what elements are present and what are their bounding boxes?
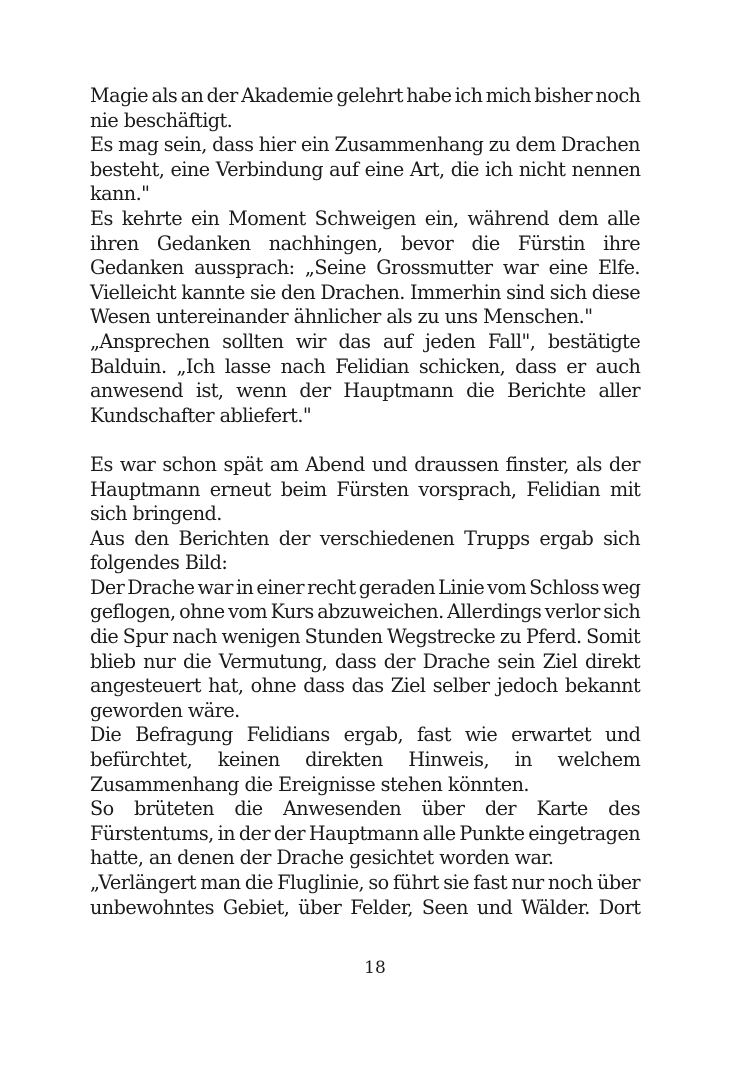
- text-line: blieb nur die Vermutung, dass der Drache sein Ziel direkt: [90, 649, 640, 673]
- text-line: Vielleicht kannte sie den Drachen. Immerhin sind sich diese: [90, 280, 641, 304]
- text-line: Es mag sein, dass hier ein Zusammenhang zu dem Drachen: [90, 133, 640, 157]
- text-line: befürchtet, keinen direkten Hinweis, in welchem: [90, 748, 641, 772]
- text-line: Magie als an der Akademie gelehrt habe ich mich bisher noch: [90, 84, 641, 107]
- paragraph: [90, 723, 640, 797]
- paragraph: [90, 453, 640, 527]
- text-line: Fürstentums, in der der Hauptmann alle Punkte eingetragen: [90, 821, 640, 845]
- paragraph: [90, 133, 640, 207]
- text-line: folgendes Bild:: [90, 551, 228, 575]
- text-line: besteht, eine Verbindung auf eine Art, die ich nicht nennen: [90, 157, 641, 181]
- text-line: „Ansprechen sollten wir das auf jeden Fall", bestätigte: [90, 329, 641, 353]
- text-line: ihren Gedanken nachhingen, bevor die Fürstin ihre: [90, 231, 640, 255]
- text-line: „Verlängert man die Fluglinie, so führt sie fast nur noch über: [90, 871, 640, 894]
- text-line: Balduin. „Ich lasse nach Felidian schicken, dass er auch: [90, 354, 641, 378]
- text-line: die Spur nach wenigen Stunden Wegstrecke zu Pferd. Somit: [90, 625, 641, 649]
- paragraph: [90, 576, 640, 724]
- page-number: 18: [364, 958, 386, 978]
- text-line: kann.": [90, 182, 150, 206]
- text-line: Es kehrte ein Moment Schweigen ein, während dem alle: [90, 206, 640, 230]
- text-line: anwesend ist, wenn der Hauptmann die Berichte aller: [90, 379, 641, 403]
- text-line: geworden wäre.: [90, 698, 240, 722]
- text-line: Die Befragung Felidians ergab, fast wie erwartet und: [90, 723, 641, 747]
- paragraph: [90, 797, 640, 871]
- text-line: hatte, an denen der Drache gesichtet worden war.: [90, 846, 554, 870]
- paragraph: [90, 527, 640, 576]
- text-line: So brüteten die Anwesenden über der Karte des: [90, 797, 640, 821]
- text-line: Kundschafter abliefert.": [90, 403, 312, 427]
- paragraph: [90, 871, 640, 920]
- text-line: Zusammenhang die Ereignisse stehen könnten.: [90, 772, 529, 796]
- text-line: Aus den Berichten der verschiedenen Trupps ergab sich: [90, 526, 640, 550]
- text-line: geflogen, ohne vom Kurs abzuweichen. Allerdings verlor sich: [90, 600, 641, 624]
- text-line: sich bringend.: [90, 502, 222, 526]
- text-line: Hauptmann erneut beim Fürsten vorsprach, Felidian mit: [90, 477, 641, 501]
- paragraph: [90, 330, 640, 428]
- text-line: unbewohntes Gebiet, über Felder, Seen und Wälder. Dort: [90, 895, 641, 919]
- text-line: angesteuert hat, ohne dass das Ziel selber jedoch bekannt: [90, 674, 641, 698]
- page-body: [90, 84, 640, 920]
- text-line: Es war schon spät am Abend und draussen finster, als der: [90, 452, 640, 476]
- text-line: Wesen untereinander ähnlicher als zu uns Menschen.": [90, 305, 593, 329]
- paragraph: [90, 84, 640, 133]
- paragraph: [90, 207, 640, 330]
- text-line: Gedanken aussprach: „Seine Grossmutter war eine Elfe.: [90, 256, 640, 280]
- text-line: nie beschäftigt.: [90, 108, 233, 132]
- text-line: Der Drache war in einer recht geraden Linie vom Schloss weg: [90, 575, 641, 599]
